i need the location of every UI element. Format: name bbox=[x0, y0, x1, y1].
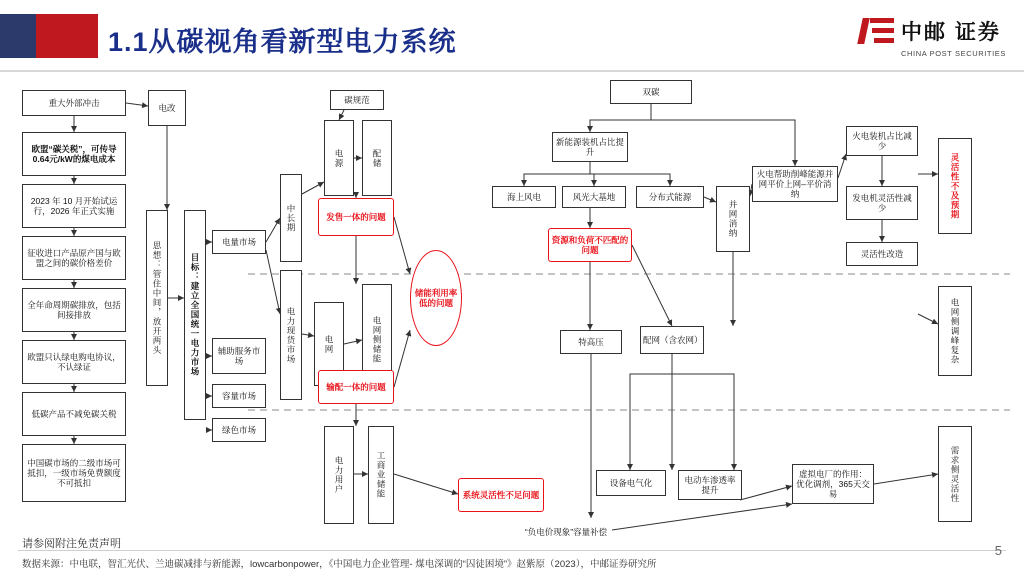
diagram-node-t12: “负电价现象”容量补偿 bbox=[520, 518, 612, 546]
diagram-node-e4: 辅助服务市场 bbox=[212, 338, 266, 374]
diagram-node-t7: 特高压 bbox=[560, 330, 622, 354]
header-divider bbox=[0, 70, 1024, 72]
brand-logo bbox=[860, 16, 1006, 58]
diagram-node-t11: 虚拟电厂的作用：优化调剂，365天交易 bbox=[792, 464, 874, 504]
diagram-node-g5: 灵活性改造 bbox=[846, 242, 918, 266]
footer-source: 数据来源：中电联，智汇光伏、兰迪碳减排与新能源，lowcarbonpower，《中国电力企业管理- 煤电深调的“囚徒困境”》赵紫原（2023），中邮证券研究所 bbox=[22, 559, 657, 570]
diagram-node-t3: 海上风电 bbox=[492, 186, 556, 208]
diagram-node-e5: 容量市场 bbox=[212, 384, 266, 408]
diagram-node-g6: 灵活性不及预期 bbox=[938, 138, 972, 234]
diagram-node-m3: 目标：建立全国统一电力市场 bbox=[184, 210, 206, 420]
diagram-node-n8: 中国碳市场的二级市场可抵扣，一级市场免费额度不可抵扣 bbox=[22, 444, 126, 502]
diagram-node-e3: 电量市场 bbox=[212, 230, 266, 254]
diagram-node-c5: 电网侧储能 bbox=[362, 284, 392, 396]
diagram-node-c7: 工商业储能 bbox=[368, 426, 394, 524]
diagram-canvas bbox=[0, 74, 1024, 536]
diagram-node-n5: 全年命周期碳排放，包括间接排放 bbox=[22, 288, 126, 332]
diagram-node-g3: 火电装机占比减少 bbox=[846, 126, 918, 156]
diagram-node-g1: 并网消纳 bbox=[716, 186, 750, 252]
diagram-node-m2: 思想：管住中间，放开两头 bbox=[146, 210, 168, 386]
diagram-node-t5: 分布式能源 bbox=[636, 186, 704, 208]
logo-text-cn: 中邮 证券 bbox=[901, 21, 1001, 44]
footer-disclaimer: 请参阅附注免责声明 bbox=[22, 538, 121, 550]
diagram-node-g2: 火电帮助削峰能源并网平价上网–平价消纳 bbox=[752, 166, 838, 202]
diagram-node-n4: 征收进口产品原产国与欧盟之间的碳价格差价 bbox=[22, 236, 126, 280]
diagram-node-g7: 电网侧调峰复杂 bbox=[938, 286, 972, 376]
diagram-node-n1: 重大外部冲击 bbox=[22, 90, 126, 116]
diagram-node-c2: 电源 bbox=[324, 120, 354, 196]
diagram-node-c6: 电力用户 bbox=[324, 426, 354, 524]
diagram-node-e6: 绿色市场 bbox=[212, 418, 266, 442]
logo-text-en: CHINA POST SECURITIES bbox=[901, 49, 1006, 58]
diagram-node-t1: 双碳 bbox=[610, 80, 692, 104]
diagram-node-n6: 欧盟只认绿电购电协议，不认绿证 bbox=[22, 340, 126, 384]
diagram-node-m1: 电改 bbox=[148, 90, 186, 126]
diagram-node-c3: 配储 bbox=[362, 120, 392, 196]
page-number: 5 bbox=[994, 543, 1002, 558]
diagram-node-n2: 欧盟“碳关税”，可传导0.64元/kW的煤电成本 bbox=[22, 132, 126, 176]
diagram-node-e2: 电力现货市场 bbox=[280, 270, 302, 400]
diagram-node-g4: 发电机灵活性减少 bbox=[846, 186, 918, 220]
diagram-node-n7: 低碳产品不减免碳关税 bbox=[22, 392, 126, 436]
diagram-node-t6: 资源和负荷不匹配的问题 bbox=[548, 228, 632, 262]
diagram-node-t10: 电动车渗透率提升 bbox=[678, 470, 742, 500]
header-accent-red bbox=[36, 14, 98, 58]
diagram-node-n3: 2023 年 10 月开始试运行，2026 年正式实施 bbox=[22, 184, 126, 228]
diagram-node-t2: 新能源装机占比提升 bbox=[552, 132, 628, 162]
diagram-node-e1: 中长期 bbox=[280, 174, 302, 262]
footer-divider bbox=[18, 550, 1006, 551]
header-accent-navy bbox=[0, 14, 36, 58]
diagram-node-g8: 需求侧灵活性 bbox=[938, 426, 972, 522]
diagram-node-t4: 风光大基地 bbox=[562, 186, 626, 208]
diagram-node-r4: 储能利用率低的问题 bbox=[410, 250, 462, 346]
diagram-node-r1: 发售一体的问题 bbox=[318, 198, 394, 236]
diagram-node-t9: 设备电气化 bbox=[596, 470, 666, 496]
page-title: 1.1从碳视角看新型电力系统 bbox=[108, 27, 457, 57]
logo-mark-icon bbox=[860, 16, 894, 46]
diagram-node-r2: 输配一体的问题 bbox=[318, 370, 394, 404]
diagram-node-r3: 系统灵活性不足问题 bbox=[458, 478, 544, 512]
diagram-node-c1: 碳规范 bbox=[330, 90, 384, 110]
diagram-node-c4: 电网 bbox=[314, 302, 344, 386]
diagram-node-t8: 配网（含农网） bbox=[640, 326, 704, 354]
